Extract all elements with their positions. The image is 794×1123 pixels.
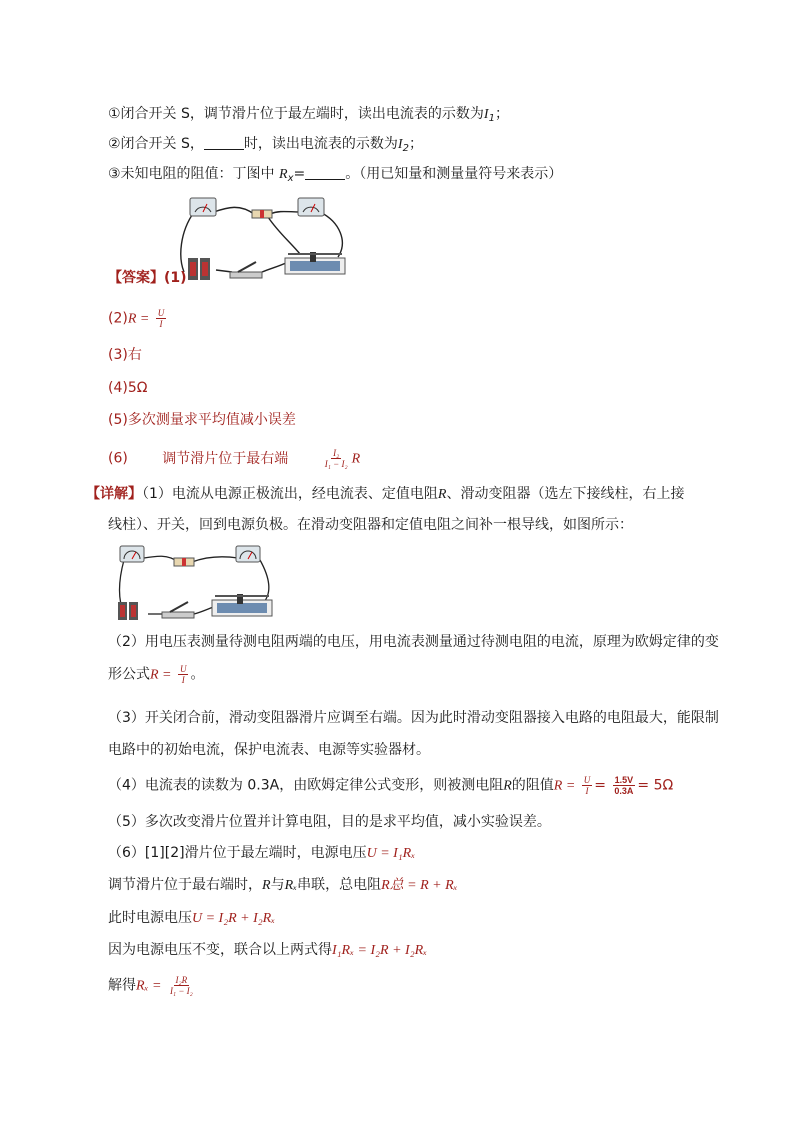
detail-p1a — [86, 484, 684, 505]
resistor-icon — [174, 558, 194, 566]
step3-subscript: x — [287, 173, 294, 184]
step2-end: ； — [408, 136, 423, 152]
detail-p2-num: U — [179, 664, 187, 674]
answer-2-frac-num: U — [157, 308, 165, 318]
detail-p10-formula: Rₓ = — [136, 978, 162, 994]
answer-1: (1) — [164, 270, 187, 286]
step2-symbol: I — [397, 137, 403, 152]
detail-p1a-text: （1）电流从电源正极流出，经电流表、定值电阻 — [142, 486, 438, 502]
answer-4: (4)5Ω — [108, 380, 148, 396]
detail-p2-fraction — [178, 664, 189, 685]
detail-p7 — [108, 875, 458, 896]
detail-p2-end: 。 — [190, 666, 205, 683]
detail-p4-fraction-2 — [612, 775, 635, 796]
detail-p3b: 电路中的初始电流，保护电流表、电源等实验器材。 — [108, 742, 430, 758]
detail-label: 【详解】 — [86, 486, 142, 502]
detail-p7b-text: 与 — [270, 877, 285, 893]
question-step-1 — [108, 104, 509, 129]
step3-symbol: R — [279, 167, 288, 182]
detail-p6a-text: （6）[1][2]滑片位于最左端时，电源电压 — [108, 845, 367, 861]
switch-icon — [162, 602, 194, 618]
step1-end: ； — [494, 106, 509, 122]
detail-p1b-text: 、滑动变阻器（选左下接线柱，右上接 — [446, 486, 685, 502]
detail-p1c: 线柱）、开关，回到电源负极。在滑动变阻器和定值电阻之间补一根导线，如图所示： — [108, 517, 633, 533]
detail-p7-formula: R总 = R + Rₓ — [381, 878, 458, 893]
detail-p4-n2: 1.5V — [614, 775, 634, 785]
answer-3: (3)右 — [108, 347, 142, 363]
detail-p7c-text: 串联，总电阻 — [297, 877, 382, 893]
rheostat-icon — [212, 594, 272, 616]
answer-2-num: (2) — [108, 310, 128, 327]
answer-line-2 — [108, 308, 168, 330]
voltmeter-icon — [236, 546, 260, 562]
detail-p8 — [108, 908, 275, 929]
step3-eq: = — [293, 166, 306, 182]
ammeter-icon — [120, 546, 144, 562]
detail-p10-num: I₂R — [175, 975, 188, 985]
answer-6-frac-num: I₂ — [333, 448, 340, 458]
detail-p4-R: R — [503, 778, 512, 794]
detail-p6 — [108, 843, 415, 864]
answer-6-fraction — [323, 448, 350, 469]
detail-p8a-text: 此时电源电压 — [108, 910, 192, 926]
detail-p10-fraction — [168, 975, 195, 996]
detail-p7-Rx: Rₓ — [284, 878, 298, 893]
step1-symbol: I — [483, 107, 489, 122]
answer-5: (5)多次测量求平均值减小误差 — [108, 412, 296, 428]
answer-line-1 — [108, 268, 187, 288]
detail-p4b-text: 的阻值 — [511, 777, 554, 794]
circuit-diagram-answer — [170, 192, 355, 284]
answer-6-frac-den: I₁ − I₂ — [324, 459, 348, 469]
answer-label: 【答案】 — [108, 270, 164, 286]
detail-p4a-text: （4）电流表的读数为 0.3A，由欧姆定律公式变形，则被测电阻 — [108, 777, 504, 794]
detail-p2-den: I — [181, 675, 185, 685]
step1-text: ①闭合开关 S，调节滑片位于最左端时，读出电流表的示数为 — [108, 106, 484, 122]
answer-2-frac-den: I — [159, 319, 163, 329]
detail-p10a-text: 解得 — [108, 977, 136, 994]
detail-p1-R: R — [437, 487, 447, 502]
answer-6-text: 调节滑片位于最右端 — [162, 450, 289, 467]
step3-text-c: 。（用已知量和测量量符号来表示） — [345, 166, 563, 182]
detail-p4-d2: 0.3A — [614, 786, 634, 796]
detail-p9 — [108, 940, 427, 961]
detail-p2-formula: R = — [150, 667, 172, 683]
step2-blank — [204, 135, 244, 150]
detail-p4-d1: I — [585, 786, 589, 796]
detail-p4-result: = 5Ω — [637, 777, 674, 794]
detail-p4-eq: = — [594, 777, 606, 794]
question-step-3 — [108, 164, 562, 189]
detail-p4 — [108, 775, 673, 797]
detail-p3a: （3）开关闭合前，滑动变阻器滑片应调至右端。因为此时滑动变阻器接入电路的电阻最大，能限制 — [108, 710, 719, 726]
detail-p4-formula: R = — [553, 778, 576, 794]
detail-p9a-text: 因为电源电压不变，联合以上两式得 — [108, 942, 332, 958]
detail-p10-den: I₁ − I₂ — [169, 986, 193, 996]
detail-p2b — [108, 664, 204, 686]
detail-p10 — [108, 975, 197, 997]
question-step-2 — [108, 134, 423, 159]
detail-p7a-text: 调节滑片位于最右端时， — [108, 877, 262, 893]
resistor-icon — [252, 210, 272, 218]
step3-blank — [305, 165, 345, 180]
ammeter-icon — [190, 198, 216, 216]
step3-text-a: ③未知电阻的阻值：丁图中 — [108, 166, 275, 182]
answer-2-fraction — [156, 308, 167, 329]
voltmeter-icon — [298, 198, 324, 216]
answer-6-num: (6) — [108, 450, 128, 467]
step2-text-b: 时，读出电流表的示数为 — [243, 136, 398, 152]
battery-icon — [118, 602, 138, 620]
battery-icon — [188, 258, 210, 280]
circuit-diagram-detail — [112, 542, 277, 622]
detail-p2b-text: 形公式 — [108, 666, 150, 683]
step2-subscript: 2 — [402, 143, 409, 154]
step1-subscript: 1 — [488, 113, 495, 124]
detail-p7-R: R — [262, 878, 271, 893]
detail-p5: （5）多次改变滑片位置并计算电阻，目的是求平均值，减小实验误差。 — [108, 814, 551, 830]
step2-text-a: ②闭合开关 S， — [108, 136, 204, 152]
switch-icon — [230, 262, 262, 278]
answer-2-formula: R = — [127, 311, 150, 327]
detail-p6-formula: U = I₁Rₓ — [366, 846, 416, 861]
detail-p4-n1: U — [583, 775, 591, 785]
rheostat-icon — [285, 252, 345, 274]
detail-p2a: （2）用电压表测量待测电阻两端的电压，用电流表测量通过待测电阻的电流，原理为欧姆定律的变 — [108, 634, 719, 650]
answer-line-6 — [108, 448, 360, 470]
detail-p4-fraction-1 — [582, 775, 593, 796]
answer-6-tail: R — [351, 451, 361, 467]
detail-p9-formula: I₁Rₓ = I₂R + I₂Rₓ — [332, 943, 428, 958]
detail-p8-formula: U = I₂R + I₂Rₓ — [192, 911, 276, 926]
